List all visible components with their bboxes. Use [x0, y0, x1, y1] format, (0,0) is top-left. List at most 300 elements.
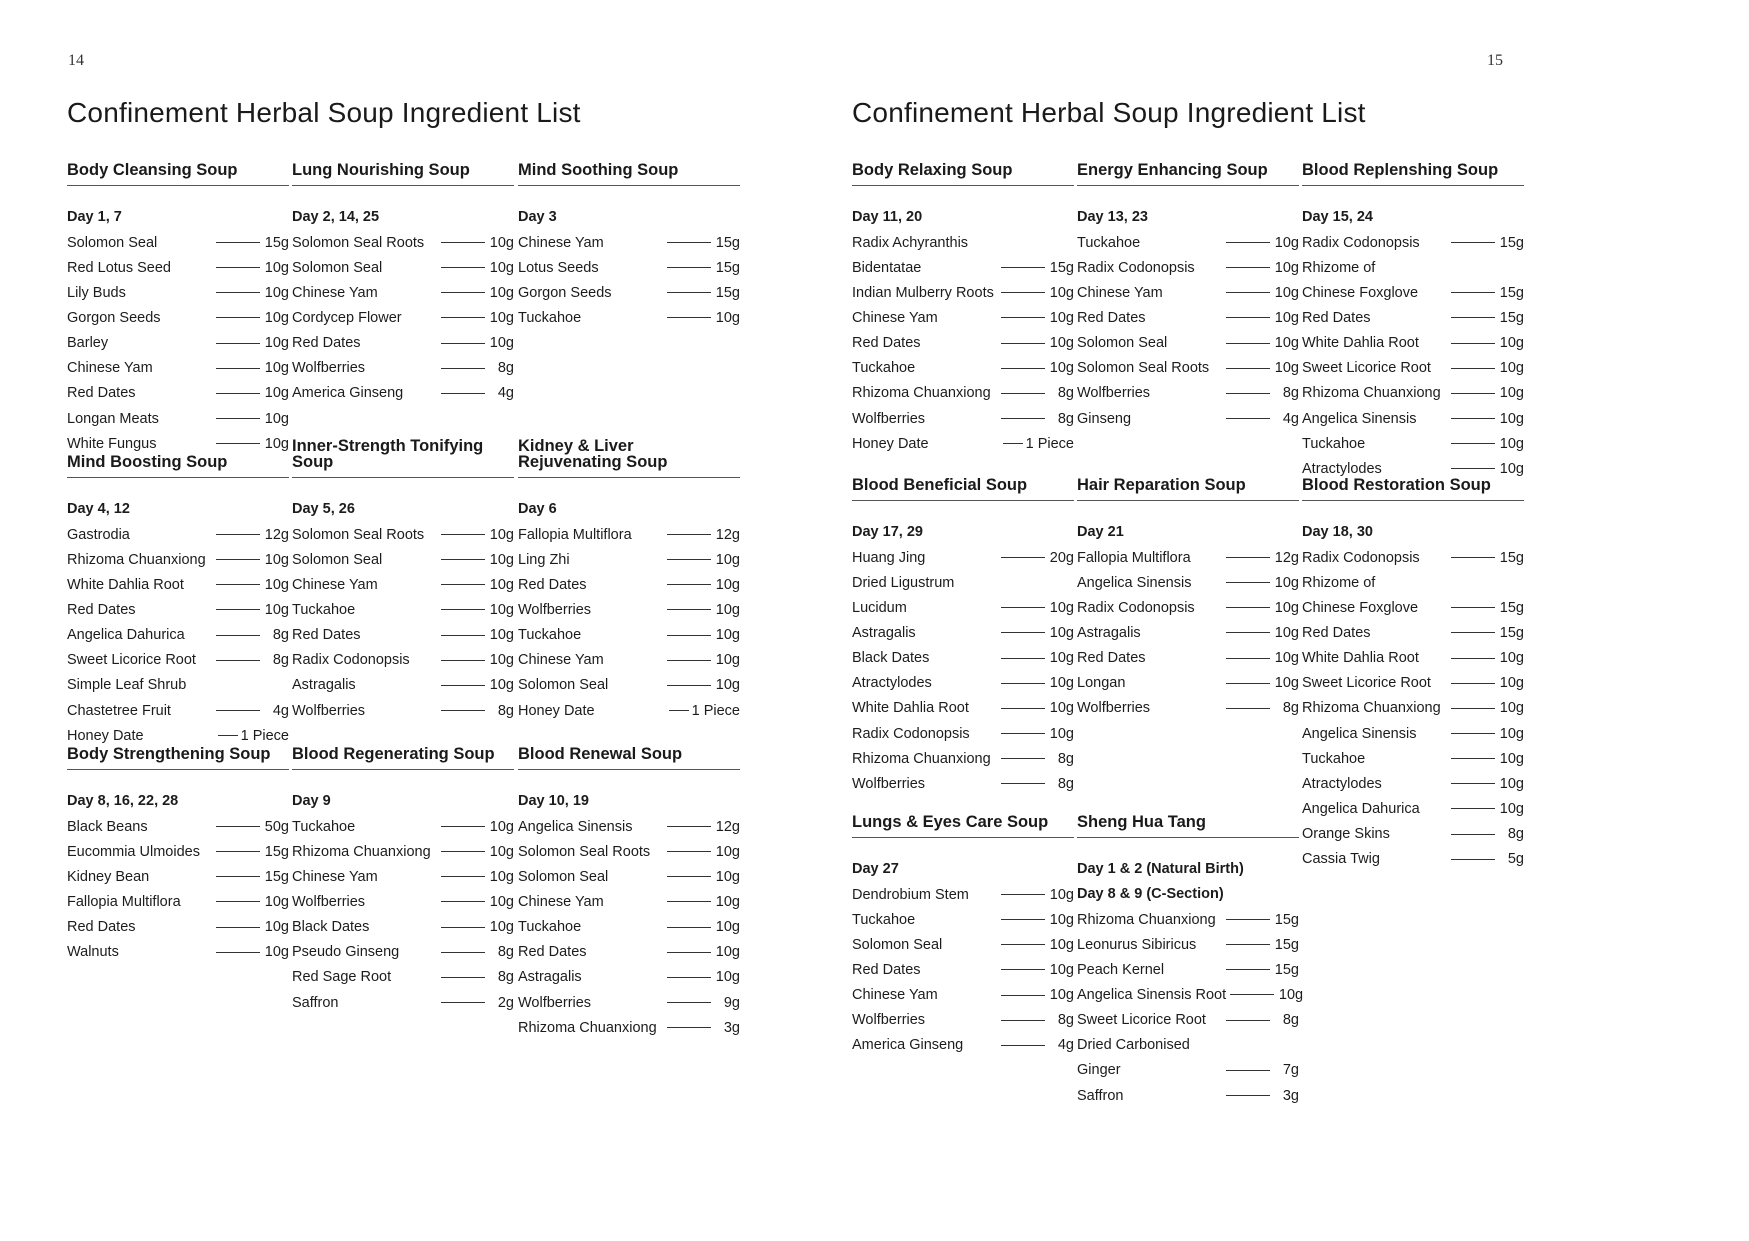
ingredient-row: [1077, 620, 1299, 645]
ingredient-quantity: 10g: [264, 576, 289, 593]
soup-heading: [852, 463, 1074, 501]
ingredient-name: Tuckahoe: [852, 911, 916, 928]
leader-line: [441, 851, 485, 852]
ingredient-row: [852, 646, 1074, 671]
ingredient-name: Chinese Yam: [518, 893, 604, 910]
leader-line: [216, 368, 260, 369]
soup-days: [67, 205, 289, 230]
ingredient-row: [1077, 570, 1299, 595]
ingredient-quantity: 10g: [264, 360, 289, 377]
leader-line: [1451, 317, 1495, 318]
soup-heading: [292, 148, 514, 186]
soup-title: Blood Regenerating Soup: [292, 745, 495, 763]
ingredient-list: [852, 230, 1074, 456]
ingredient-quantity: 10g: [715, 677, 740, 694]
ingredient-quantity: 4g: [272, 702, 289, 719]
ingredient-name: Chastetree Fruit: [67, 702, 171, 719]
ingredient-quantity: 10g: [1499, 775, 1524, 792]
leader-line: [1226, 343, 1270, 344]
ingredient-row: [67, 230, 289, 255]
ingredient-name: Solomon Seal: [1077, 335, 1168, 352]
ingredient-name: Honey Date: [852, 435, 929, 452]
leader-line: [216, 609, 260, 610]
ingredient-name: Rhizoma Chuanxiong: [1302, 700, 1441, 717]
soup-section-kidney-and-liver-rejuvenating-soup: [518, 437, 740, 723]
soup-heading: [1077, 800, 1299, 838]
soup-section-blood-restoration-soup: [1302, 460, 1524, 872]
ingredient-row: [1302, 771, 1524, 796]
ingredient-name: Chinese Yam: [292, 576, 378, 593]
leader-line: [1001, 708, 1045, 709]
ingredient-name: Astragalis: [852, 624, 916, 641]
ingredient-row: [67, 406, 289, 431]
leader-line: [441, 710, 485, 711]
ingredient-row: [518, 572, 740, 597]
ingredient-name: Red Dates: [518, 944, 587, 961]
leader-line: [667, 977, 711, 978]
ingredient-row: [518, 522, 740, 547]
ingredient-name: Angelica Sinensis: [518, 818, 633, 835]
soup-heading: [67, 440, 289, 478]
ingredient-name: Angelica Sinensis: [1302, 725, 1417, 742]
ingredient-name: Angelica Sinensis: [1302, 410, 1417, 427]
ingredient-name: Sweet Licorice Root: [1302, 360, 1431, 377]
soup-title-line: Rejuvenating Soup: [518, 453, 668, 471]
soup-days: [1302, 205, 1524, 230]
soup-heading: [1077, 463, 1299, 501]
ingredient-quantity: 10g: [715, 868, 740, 885]
ingredient-row: [518, 915, 740, 940]
day-label: Day 1, 7: [67, 209, 122, 225]
ingredient-quantity: 10g: [489, 677, 514, 694]
ingredient-quantity: 8g: [497, 702, 514, 719]
soup-section-blood-renewal-soup: [518, 732, 740, 1040]
ingredient-quantity: 15g: [1274, 911, 1299, 928]
ingredient-quantity: 10g: [1499, 725, 1524, 742]
soup-section-sheng-hua-tang: [1077, 800, 1304, 1108]
soup-title: Lung Nourishing Soup: [292, 161, 470, 179]
ingredient-quantity: 12g: [1274, 549, 1299, 566]
ingredient-name: Black Dates: [852, 650, 930, 667]
ingredient-name: Black Beans: [67, 818, 148, 835]
ingredient-name: Solomon Seal: [518, 677, 609, 694]
ingredient-name: Angelica Dahurica: [67, 627, 185, 644]
ingredient-name: Chinese Foxglove: [1302, 599, 1419, 616]
leader-line: [667, 559, 711, 560]
ingredient-quantity: 8g: [1282, 1012, 1299, 1029]
ingredient-name: Tuckahoe: [1302, 750, 1366, 767]
soup-title: Blood Beneficial Soup: [852, 476, 1028, 494]
ingredient-quantity: 10g: [264, 919, 289, 936]
ingredient-row: [292, 331, 514, 356]
ingredient-row: [67, 940, 289, 965]
ingredient-row: [852, 331, 1074, 356]
ingredient-row: [292, 381, 514, 406]
ingredient-quantity: 8g: [1057, 410, 1074, 427]
ingredient-name: Rhizoma Chuanxiong: [852, 385, 991, 402]
ingredient-quantity: 15g: [1499, 284, 1524, 301]
ingredient-list: [518, 230, 740, 331]
ingredient-quantity: 8g: [272, 652, 289, 669]
ingredient-row: [518, 990, 740, 1015]
ingredient-row: [292, 280, 514, 305]
ingredient-name: Red Lotus Seed: [67, 259, 171, 276]
ingredient-quantity: 3g: [723, 1019, 740, 1036]
leader-line: [1226, 582, 1270, 583]
soup-days: [292, 497, 514, 522]
ingredient-name: Fallopia Multiflora: [67, 893, 181, 910]
ingredient-list: [292, 230, 514, 406]
ingredient-name: Chinese Foxglove: [1302, 284, 1419, 301]
ingredient-name: Rhizoma Chuanxiong: [292, 843, 431, 860]
ingredient-quantity: 10g: [715, 893, 740, 910]
ingredient-list: [292, 814, 514, 1015]
soup-days: [518, 205, 740, 230]
leader-line: [1226, 317, 1270, 318]
ingredient-name: Radix Codonopsis: [1302, 549, 1420, 566]
ingredient-name: Sweet Licorice Root: [1302, 675, 1431, 692]
ingredient-name: Fallopia Multiflora: [1077, 549, 1191, 566]
soup-title: Sheng Hua Tang: [1077, 813, 1206, 831]
ingredient-row: [1077, 595, 1299, 620]
ingredient-row: [1077, 305, 1299, 330]
ingredient-quantity: 10g: [1049, 961, 1074, 978]
ingredient-name: White Dahlia Root: [1302, 335, 1419, 352]
ingredient-quantity: 15g: [264, 234, 289, 251]
leader-line: [1451, 443, 1495, 444]
ingredient-quantity: 10g: [489, 551, 514, 568]
ingredient-name: Radix Achyranthis: [852, 234, 969, 251]
ingredient-row: [852, 431, 1074, 456]
leader-line: [1230, 994, 1274, 995]
leader-line: [1451, 368, 1495, 369]
leader-line: [667, 1002, 711, 1003]
ingredient-list: [67, 814, 289, 965]
ingredient-quantity: 10g: [1049, 675, 1074, 692]
ingredient-list: [1077, 545, 1299, 721]
soup-days: [518, 497, 740, 522]
leader-line: [1001, 317, 1045, 318]
ingredient-row: [852, 280, 1074, 305]
ingredient-quantity: 10g: [715, 944, 740, 961]
ingredient-name: Rhizoma Chuanxiong: [1077, 911, 1216, 928]
ingredient-quantity: 15g: [264, 843, 289, 860]
ingredient-quantity: 10g: [1499, 360, 1524, 377]
soup-section-mind-boosting-soup: [67, 440, 289, 748]
leader-line: [1451, 733, 1495, 734]
ingredient-name: Tuckahoe: [1302, 435, 1366, 452]
ingredient-row: [1077, 1008, 1299, 1033]
leader-line: [667, 851, 711, 852]
ingredient-name: Astragalis: [292, 677, 356, 694]
ingredient-name: White Dahlia Root: [67, 576, 184, 593]
leader-line: [216, 851, 260, 852]
ingredient-quantity: 10g: [489, 818, 514, 835]
leader-line: [1001, 995, 1045, 996]
ingredient-name: Simple Leaf Shrub: [67, 677, 187, 694]
ingredient-row: [1302, 822, 1524, 847]
ingredient-quantity: 10g: [264, 551, 289, 568]
soup-heading: [518, 732, 740, 770]
ingredient-name: Radix Codonopsis: [1077, 599, 1195, 616]
ingredient-quantity: 8g: [497, 944, 514, 961]
soup-days: [292, 789, 514, 814]
ingredient-quantity: 10g: [1049, 725, 1074, 742]
ingredient-list: [518, 522, 740, 723]
soup-section-lung-nourishing-soup: [292, 148, 514, 406]
ingredient-row: [1302, 595, 1524, 620]
ingredient-row: [67, 839, 289, 864]
ingredient-name: Kidney Bean: [67, 868, 150, 885]
soup-heading: [1077, 148, 1299, 186]
ingredient-quantity: 10g: [1274, 675, 1299, 692]
day-label: Day 2, 14, 25: [292, 209, 380, 225]
soup-title-line: Kidney & Liver: [518, 437, 634, 455]
day-label: Day 13, 23: [1077, 209, 1148, 225]
ingredient-row: [518, 965, 740, 990]
ingredient-row: [292, 965, 514, 990]
ingredient-quantity: 12g: [715, 818, 740, 835]
soup-title: Hair Reparation Soup: [1077, 476, 1246, 494]
ingredient-name: Dried Ligustrum: [852, 574, 955, 591]
leader-line: [1226, 1095, 1270, 1096]
leader-line: [441, 267, 485, 268]
ingredient-name: America Ginseng: [852, 1037, 964, 1054]
ingredient-row: [67, 547, 289, 572]
page-number: 14: [68, 52, 84, 69]
soup-days: [1077, 205, 1299, 230]
ingredient-name: Red Dates: [1077, 309, 1146, 326]
ingredient-name: Astragalis: [518, 969, 582, 986]
ingredient-row: [852, 932, 1074, 957]
leader-line: [1001, 393, 1045, 394]
ingredient-row: [292, 255, 514, 280]
ingredient-name: Peach Kernel: [1077, 961, 1165, 978]
ingredient-name: Wolfberries: [292, 702, 366, 719]
leader-line: [1226, 708, 1270, 709]
leader-line: [441, 609, 485, 610]
ingredient-row: [1302, 431, 1524, 456]
ingredient-row: [1302, 381, 1524, 406]
ingredient-row: [518, 864, 740, 889]
leader-line: [216, 343, 260, 344]
leader-line: [216, 952, 260, 953]
ingredient-name: Angelica Sinensis: [1077, 574, 1192, 591]
leader-line: [1001, 1045, 1045, 1046]
ingredient-name: Black Dates: [292, 919, 370, 936]
soup-title: Blood Restoration Soup: [1302, 476, 1491, 494]
leader-line: [1001, 1020, 1045, 1021]
ingredient-row: [292, 990, 514, 1015]
leader-line: [441, 393, 485, 394]
soup-section-blood-replenshing-soup: [1302, 148, 1524, 481]
ingredient-quantity: 10g: [489, 843, 514, 860]
ingredient-quantity: 10g: [264, 259, 289, 276]
ingredient-row: [67, 814, 289, 839]
soup-title: Energy Enhancing Soup: [1077, 161, 1268, 179]
ingredient-name: Red Dates: [1302, 624, 1371, 641]
leader-line: [667, 609, 711, 610]
ingredient-row: [852, 620, 1074, 645]
ingredient-name: Cassia Twig: [1302, 851, 1380, 868]
ingredient-quantity: 15g: [1274, 961, 1299, 978]
day-label: Day 1 & 2 (Natural Birth): [1077, 861, 1244, 877]
soup-heading: [518, 437, 740, 478]
ingredient-quantity: 1 Piece: [1025, 435, 1074, 452]
ingredient-row: [1302, 721, 1524, 746]
leader-line: [667, 292, 711, 293]
ingredient-name: Honey Date: [518, 702, 595, 719]
soup-title: Inner-Strength Tonifying Soup: [292, 437, 484, 471]
ingredient-quantity: 10g: [1274, 574, 1299, 591]
ingredient-quantity: 1 Piece: [240, 727, 289, 744]
leader-line: [1226, 557, 1270, 558]
ingredient-row: [292, 547, 514, 572]
day-label: Day 3: [518, 209, 557, 225]
ingredient-name: Ginger: [1077, 1062, 1121, 1079]
ingredient-quantity: 10g: [1049, 886, 1074, 903]
ingredient-name: Radix Codonopsis: [1302, 234, 1420, 251]
ingredient-row: [1302, 570, 1524, 595]
ingredient-row: [292, 915, 514, 940]
soup-days: [67, 497, 289, 522]
ingredient-quantity: 15g: [1274, 936, 1299, 953]
ingredient-row: [67, 356, 289, 381]
ingredient-row: [1302, 671, 1524, 696]
leader-line: [441, 685, 485, 686]
ingredient-name: Chinese Yam: [67, 360, 153, 377]
leader-line: [1451, 783, 1495, 784]
leader-line: [1451, 557, 1495, 558]
ingredient-name: Astragalis: [1077, 624, 1141, 641]
ingredient-row: [852, 1033, 1074, 1058]
leader-line: [667, 584, 711, 585]
ingredient-row: [292, 230, 514, 255]
ingredient-row: [518, 698, 740, 723]
leader-line: [1451, 418, 1495, 419]
leader-line: [441, 368, 485, 369]
soup-title: Lungs & Eyes Care Soup: [852, 813, 1049, 831]
leader-line: [216, 876, 260, 877]
ingredient-name: Pseudo Ginseng: [292, 944, 400, 961]
ingredient-quantity: 10g: [715, 309, 740, 326]
leader-line: [1226, 632, 1270, 633]
ingredient-row: [292, 623, 514, 648]
ingredient-row: [1302, 230, 1524, 255]
ingredient-name: Tuckahoe: [518, 627, 582, 644]
leader-line: [216, 267, 260, 268]
ingredient-quantity: 15g: [1499, 234, 1524, 251]
ingredient-quantity: 10g: [1049, 911, 1074, 928]
ingredient-row: [292, 572, 514, 597]
soup-title: Mind Soothing Soup: [518, 161, 679, 179]
ingredient-name: Leonurus Sibiricus: [1077, 936, 1197, 953]
ingredient-quantity: 10g: [264, 601, 289, 618]
leader-line: [216, 710, 260, 711]
ingredient-name: Saffron: [1077, 1087, 1124, 1104]
ingredient-quantity: 10g: [264, 893, 289, 910]
ingredient-row: [852, 771, 1074, 796]
ingredient-name: Lotus Seeds: [518, 259, 599, 276]
leader-line: [667, 927, 711, 928]
leader-line: [667, 685, 711, 686]
leader-line: [1226, 292, 1270, 293]
leader-line: [441, 584, 485, 585]
ingredient-name: Saffron: [292, 994, 339, 1011]
leader-line: [216, 927, 260, 928]
ingredient-list: [1077, 230, 1299, 431]
ingredient-quantity: 10g: [1049, 309, 1074, 326]
ingredient-name: Atractylodes: [852, 675, 932, 692]
leader-line: [667, 876, 711, 877]
soup-days: [292, 205, 514, 230]
ingredient-quantity: 10g: [489, 284, 514, 301]
leader-line: [441, 826, 485, 827]
leader-line: [1226, 368, 1270, 369]
leader-line: [1001, 658, 1045, 659]
leader-line: [667, 534, 711, 535]
leader-line: [1226, 393, 1270, 394]
ingredient-row: [1077, 255, 1299, 280]
soup-section-lungs-and-eyes-care-soup: [852, 800, 1074, 1058]
leader-line: [441, 901, 485, 902]
soup-days: [852, 857, 1074, 882]
ingredient-quantity: 10g: [489, 259, 514, 276]
ingredient-quantity: 10g: [715, 969, 740, 986]
ingredient-row: [1077, 381, 1299, 406]
ingredient-row: [1077, 1083, 1299, 1108]
ingredient-quantity: 15g: [1499, 599, 1524, 616]
ingredient-quantity: 10g: [715, 627, 740, 644]
ingredient-row: [518, 889, 740, 914]
leader-line: [1226, 919, 1270, 920]
ingredient-quantity: 10g: [1499, 675, 1524, 692]
ingredient-quantity: 10g: [264, 335, 289, 352]
ingredient-row: [67, 572, 289, 597]
ingredient-row: [852, 957, 1074, 982]
leader-line: [1001, 758, 1045, 759]
ingredient-row: [1077, 907, 1299, 932]
day-label: Day 10, 19: [518, 793, 589, 809]
ingredient-name: Tuckahoe: [292, 818, 356, 835]
ingredient-quantity: 10g: [489, 234, 514, 251]
ingredient-row: [852, 545, 1074, 570]
ingredient-row: [518, 280, 740, 305]
ingredient-list: [67, 522, 289, 748]
page-number: 15: [1487, 52, 1503, 69]
ingredient-row: [292, 597, 514, 622]
ingredient-name: Atractylodes: [1302, 775, 1382, 792]
ingredient-quantity: 10g: [1049, 987, 1074, 1004]
ingredient-quantity: 15g: [1499, 624, 1524, 641]
ingredient-row: [67, 648, 289, 673]
ingredient-name: Wolfberries: [852, 775, 926, 792]
ingredient-name: Rhizoma Chuanxiong: [1302, 385, 1441, 402]
ingredient-name: Wolfberries: [518, 601, 592, 618]
ingredient-row: [1302, 545, 1524, 570]
ingredient-name: Barley: [67, 335, 109, 352]
ingredient-name: Tuckahoe: [1077, 234, 1141, 251]
leader-line: [1226, 944, 1270, 945]
ingredient-name: Tuckahoe: [518, 919, 582, 936]
ingredient-row: [518, 623, 740, 648]
ingredient-quantity: 8g: [1282, 700, 1299, 717]
leader-line: [1226, 607, 1270, 608]
ingredient-name: Solomon Seal: [292, 259, 383, 276]
ingredient-name: Red Dates: [292, 335, 361, 352]
leader-line: [667, 1027, 711, 1028]
leader-line: [1451, 859, 1495, 860]
